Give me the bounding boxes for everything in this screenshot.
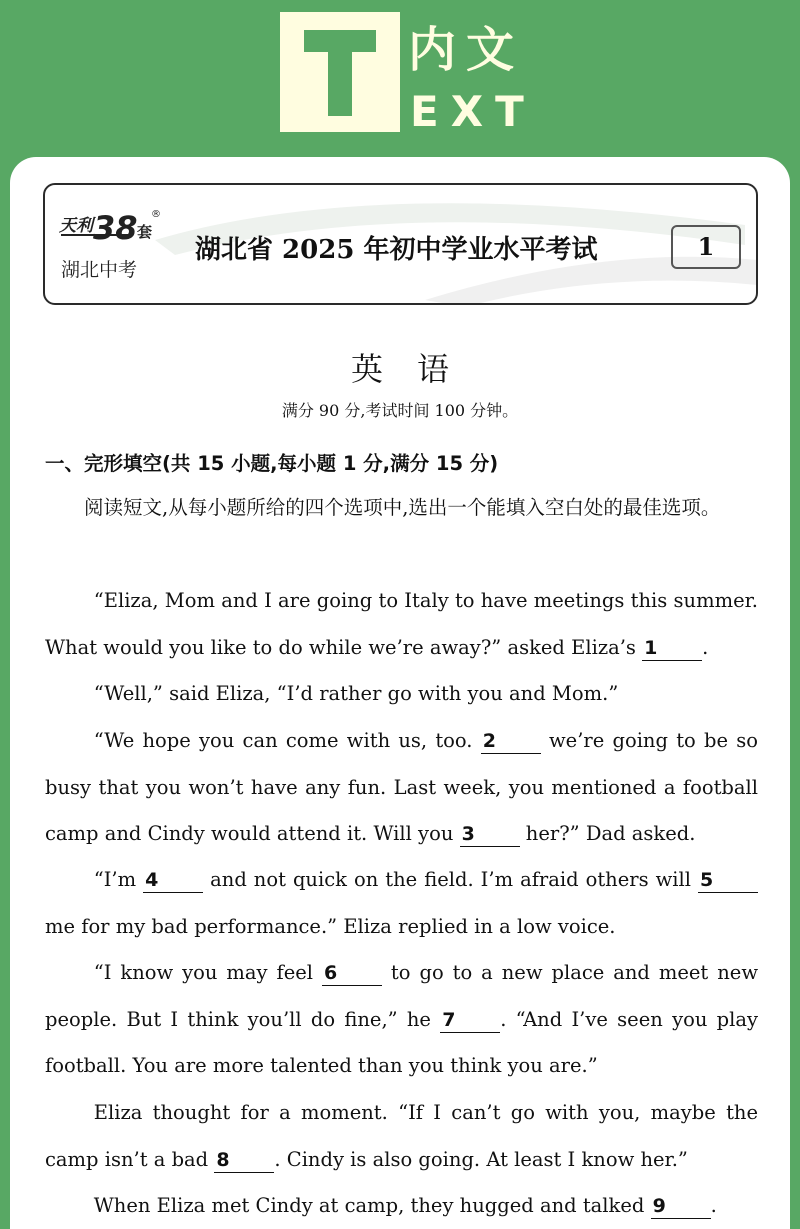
passage-paragraph-1 — [45, 578, 758, 671]
passage-paragraph-5 — [45, 950, 758, 1090]
text-segment: When Eliza met Cindy at camp, they hugged and talked — [93, 1194, 651, 1217]
text-segment: “Eliza, Mom and I are going to Italy to have meetings this summer. What would you like to do while we’re away?” asked Eliza’s — [45, 589, 758, 659]
section-instruction: 阅读短文,从每小题所给的四个选项中,选出一个能填入空白处的最佳选项。 — [84, 496, 721, 519]
section-heading: 一、完形填空(共 15 小题,每小题 1 分,满分 15 分) — [45, 452, 499, 475]
subject-title: 英语 — [350, 350, 483, 388]
text-segment: “We hope you can come with us, too. — [93, 729, 481, 752]
text-segment: to go to a new place and meet new people. But I think you’ll do fine,” he — [45, 961, 759, 1031]
blank-5: 5 — [698, 868, 758, 893]
svg-text:®: ® — [151, 209, 161, 220]
subject-note: 满分 90 分,考试时间 100 分钟。 — [281, 401, 519, 420]
passage-paragraph-6 — [45, 1090, 758, 1183]
text-segment: “I know you may feel — [93, 961, 322, 984]
header-title-cn: 内文 — [408, 22, 525, 78]
exam-number-badge: 1 — [671, 225, 741, 269]
blank-2: 2 — [481, 729, 541, 754]
blank-9: 9 — [651, 1194, 711, 1219]
passage-paragraph-7 — [45, 1183, 758, 1229]
header-title-en: EXT — [410, 87, 536, 136]
svg-text:38: 38 — [93, 209, 138, 245]
header-letter-block — [280, 12, 400, 132]
logo-subtitle: 湖北中考 — [61, 259, 138, 281]
blank-3: 3 — [460, 822, 520, 847]
svg-text:天利: 天利 — [59, 216, 93, 236]
tianli-38-logo — [59, 205, 169, 245]
svg-text:套: 套 — [137, 223, 153, 241]
text-segment: . “And I’ve seen you play football. You are more talented than you think you are.” — [45, 1007, 758, 1077]
text-segment: . — [702, 635, 709, 659]
text-segment: we’re going to be so busy that you won’t have any fun. Last week, you mentioned a football camp and Cindy would attend it. Will you — [45, 729, 758, 845]
passage-paragraph-4 — [45, 857, 758, 950]
exam-title: 湖北省 2025 年初中学业水平考试 — [195, 235, 598, 265]
blank-4: 4 — [143, 868, 203, 893]
text-segment: “I’m — [93, 868, 144, 891]
text-segment: Eliza thought for a moment. “If I can’t go with you, maybe the camp isn’t a bad — [45, 1101, 758, 1171]
passage-paragraph-2: “Well,” said Eliza, “I’d rather go with you and Mom.” — [93, 682, 619, 705]
text-segment: and not quick on the field. I’m afraid others will — [203, 868, 698, 891]
text-segment: . — [710, 1194, 717, 1217]
blank-1: 1 — [642, 636, 702, 661]
text-segment: . Cindy is also going. At least I know her.” — [274, 1147, 688, 1171]
text-segment: her?” Dad asked. — [519, 822, 696, 845]
exam-banner — [43, 183, 758, 305]
passage-paragraph-3 — [45, 718, 758, 858]
letter-t-icon — [280, 12, 400, 132]
blank-8: 8 — [214, 1148, 274, 1173]
text-segment: me for my bad performance.” Eliza replied in a low voice. — [45, 914, 616, 938]
blank-7: 7 — [440, 1008, 500, 1033]
blank-6: 6 — [322, 961, 382, 986]
